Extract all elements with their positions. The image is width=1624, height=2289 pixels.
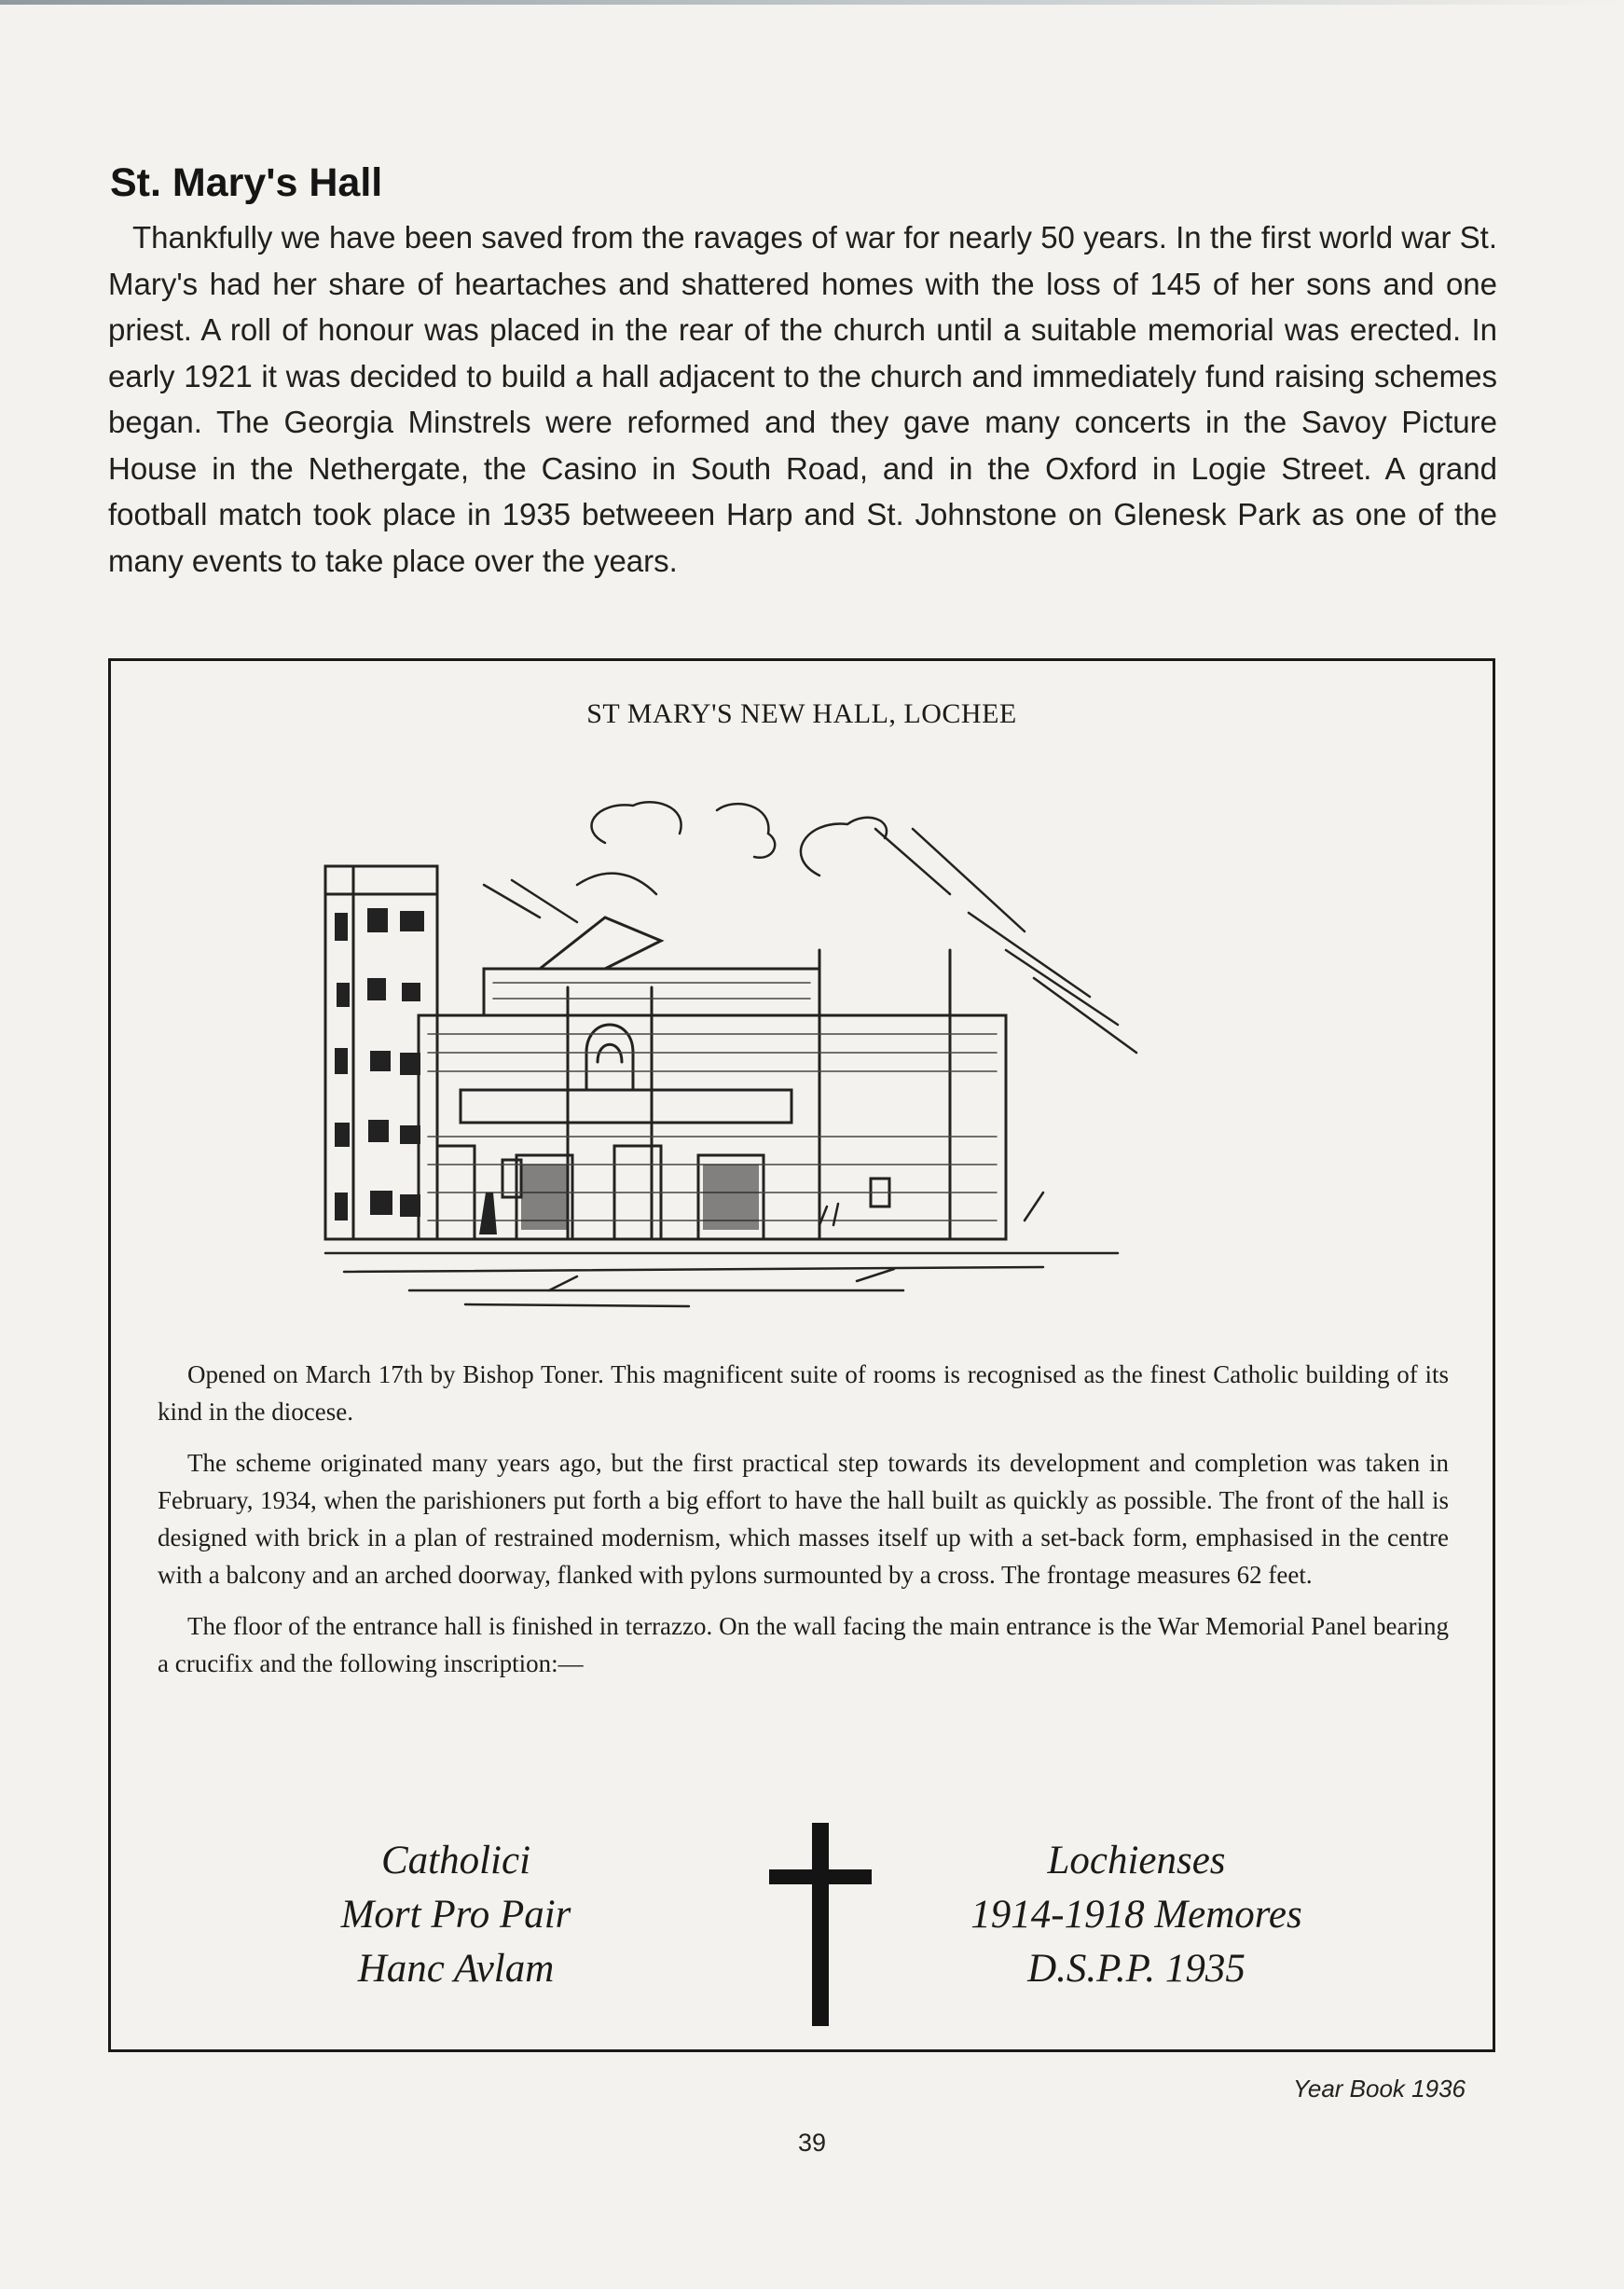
caption-paragraph: The scheme originated many years ago, but the first practical step towards its development and completion was taken in February, 1934, when the parishioners put forth a big effort to have the hall built as quickly as possible. The front of the hall is designed with brick in a plan of restrained modernism, which masses itself up with a set-back form, emphasised in the centre with a balcony and an arched doorway, flanked with pylons surmounted by a cross. The frontage measures 62 feet. <box>158 1449 1449 1589</box>
caption-paragraph: The floor of the entrance hall is finished in terrazzo. On the wall facing the main entrance is the War Memorial Panel bearing a crucifix and the following inscription:— <box>158 1612 1449 1677</box>
yearbook-label: Year Book 1936 <box>1292 2075 1466 2103</box>
inscription-line: Mort Pro Pair <box>340 1893 571 1937</box>
inscription-line: D.S.P.P. 1935 <box>1027 1947 1246 1991</box>
inscription-line: 1914-1918 Memores <box>970 1893 1302 1937</box>
top-rule <box>0 0 1624 5</box>
article-caption <box>158 1356 1449 1696</box>
caption-paragraph: Opened on March 17th by Bishop Toner. This magnificent suite of rooms is recognised as the finest Catholic building of its kind in the diocese. <box>158 1360 1449 1426</box>
inscription-left <box>260 1834 652 1996</box>
article-title: ST MARY'S NEW HALL, LOCHEE <box>586 698 1017 729</box>
inscription-right <box>941 1834 1332 1996</box>
page-title: St. Mary's Hall <box>110 160 383 205</box>
building-sketch-icon <box>297 754 1230 1314</box>
intro-paragraph: Thankfully we have been saved from the ravages of war for nearly 50 years. In the first world war St. Mary's had her share of heartaches and shattered homes with the loss of 145 of her sons and one priest. A roll of honour was placed in the rear of the church until a suitable memorial was erected. In early 1921 it was decided to build a hall adjacent to the church and immediately fund raising schemes began. The Georgia Minstrels were reformed and they gave many concerts in the Savoy Picture House in the Nethergate, the Casino in South Road, and in the Oxford in Logie Street. A grand football match took place in 1935 betweeen Harp and St. Johnstone on Glenesk Park as one of the many events to take place over the years. <box>108 220 1497 578</box>
inscription-line: Hanc Avlam <box>357 1947 555 1991</box>
inscription-line: Catholici <box>380 1839 531 1882</box>
page-number: 39 <box>797 2129 827 2157</box>
article-box <box>108 658 1495 2052</box>
intro-text <box>108 214 1497 584</box>
inscription-line: Lochienses <box>1047 1839 1226 1882</box>
cross-icon <box>769 1823 872 2026</box>
